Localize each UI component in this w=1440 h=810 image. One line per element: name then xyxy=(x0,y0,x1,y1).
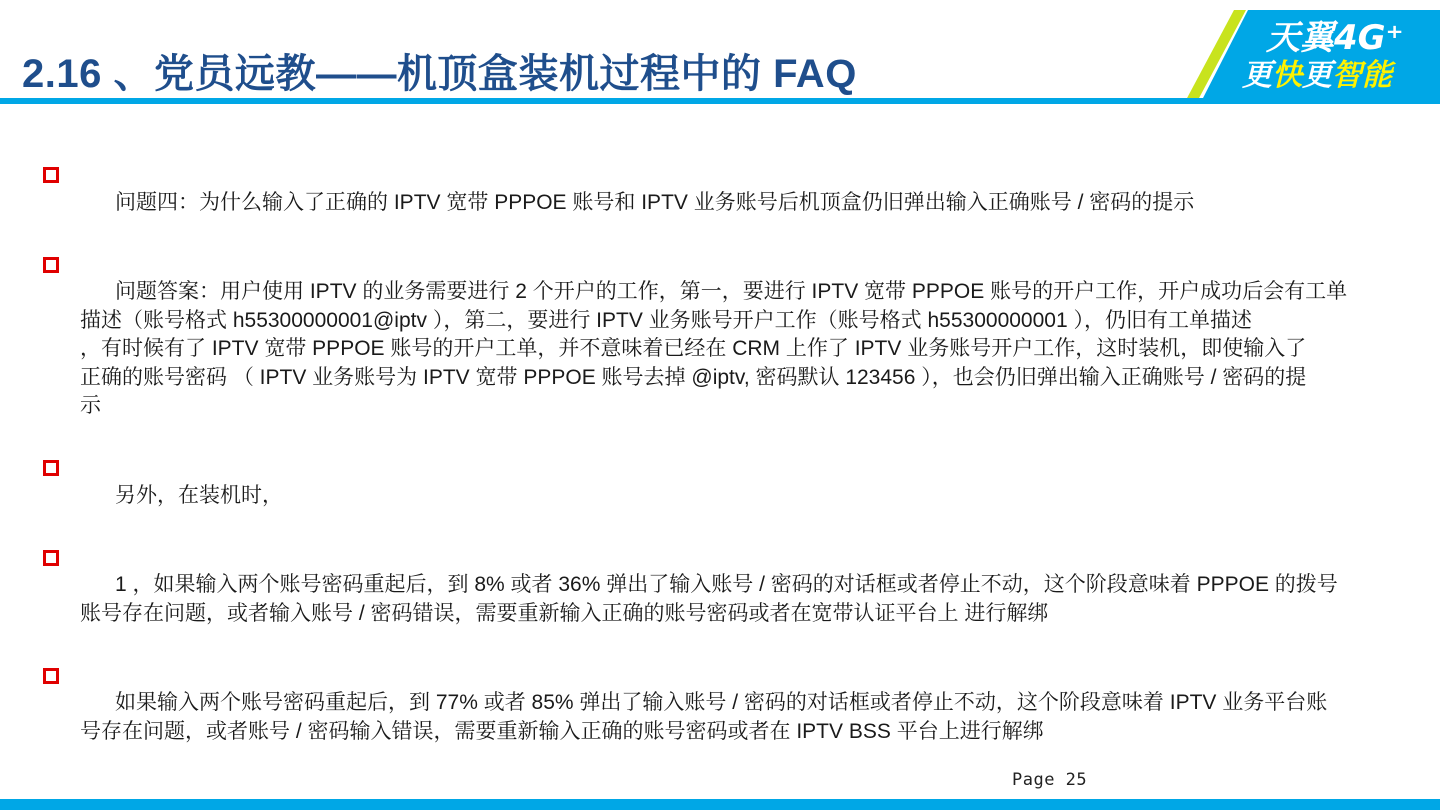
list-item xyxy=(40,453,1440,539)
list-item xyxy=(40,543,1440,657)
hollow-red-square-icon xyxy=(43,460,59,476)
logo-line-1: 天翼4G⁺ xyxy=(1266,18,1404,58)
logo-word-1: 更 xyxy=(1242,58,1272,93)
logo-word-4: 智能 xyxy=(1332,58,1392,93)
bullet-list xyxy=(40,160,1440,779)
list-item-text: 问题四：为什么输入了正确的 IPTV 宽带 PPPOE 账号和 IPTV 业务账号后机顶盒仍旧弹出输入正确账号 / 密码的提示 xyxy=(115,190,1195,214)
list-item xyxy=(40,661,1440,775)
header-divider xyxy=(0,98,1440,104)
logo-word-3: 更 xyxy=(1302,58,1332,93)
hollow-red-square-icon xyxy=(43,167,59,183)
page-number: Page 25 xyxy=(1012,770,1088,790)
list-item-text: 1 ，如果输入两个账号密码重起后，到 8% 或者 36% 弹出了输入账号 / 密码的对话框或者停止不动，这个阶段意味着 PPPOE 的拨号 账号存在问题，或者输入账号 / 密码错误，需要重新输入正确的账号密码或者在宽带认证平台上 进行解绑 xyxy=(80,573,1338,625)
hollow-red-square-icon xyxy=(43,257,59,273)
brand-logo xyxy=(1186,10,1440,100)
hollow-red-square-icon xyxy=(43,668,59,684)
list-item xyxy=(40,250,1440,450)
list-item xyxy=(40,160,1440,246)
list-item-text: 问题答案：用户使用 IPTV 的业务需要进行 2 个开户的工作，第一，要进行 IPTV 宽带 PPPOE 账号的开户工作，开户成功后会有工单 描述（账号格式 h55300000001@iptv ），第二，要进行 IPTV 业务账号开户工作（账号格式 h55300000001 ），仍旧有工单描述 ，有时候有了 IPTV 宽带 PPPOE 账号的开户工单，并不意味着已经在 CRM 上作了 IPTV 业务账号开户工作，这时装机，即使输入了 正确的账号密码 （ IPTV 业务账号为 IPTV 宽带 PPPOE 账号去掉 @iptv, 密码默认 123456 ），也会仍旧弹出输入正确账号 / 密码的提 示 xyxy=(80,280,1348,417)
list-item-text: 如果输入两个账号密码重起后，到 77% 或者 85% 弹出了输入账号 / 密码的对话框或者停止不动，这个阶段意味着 IPTV 业务平台账 号存在问题，或者账号 / 密码输入错误，需要重新输入正确的账号密码或者在 IPTV BSS 平台上进行解绑 xyxy=(80,691,1328,743)
logo-line-2 xyxy=(1242,58,1392,94)
page-title: 2.16 、党员远教——机顶盒装机过程中的 FAQ xyxy=(22,52,857,96)
hollow-red-square-icon xyxy=(43,550,59,566)
list-item-text: 另外，在装机时， xyxy=(115,483,284,507)
logo-word-2: 快 xyxy=(1272,58,1302,93)
footer-bar xyxy=(0,799,1440,810)
